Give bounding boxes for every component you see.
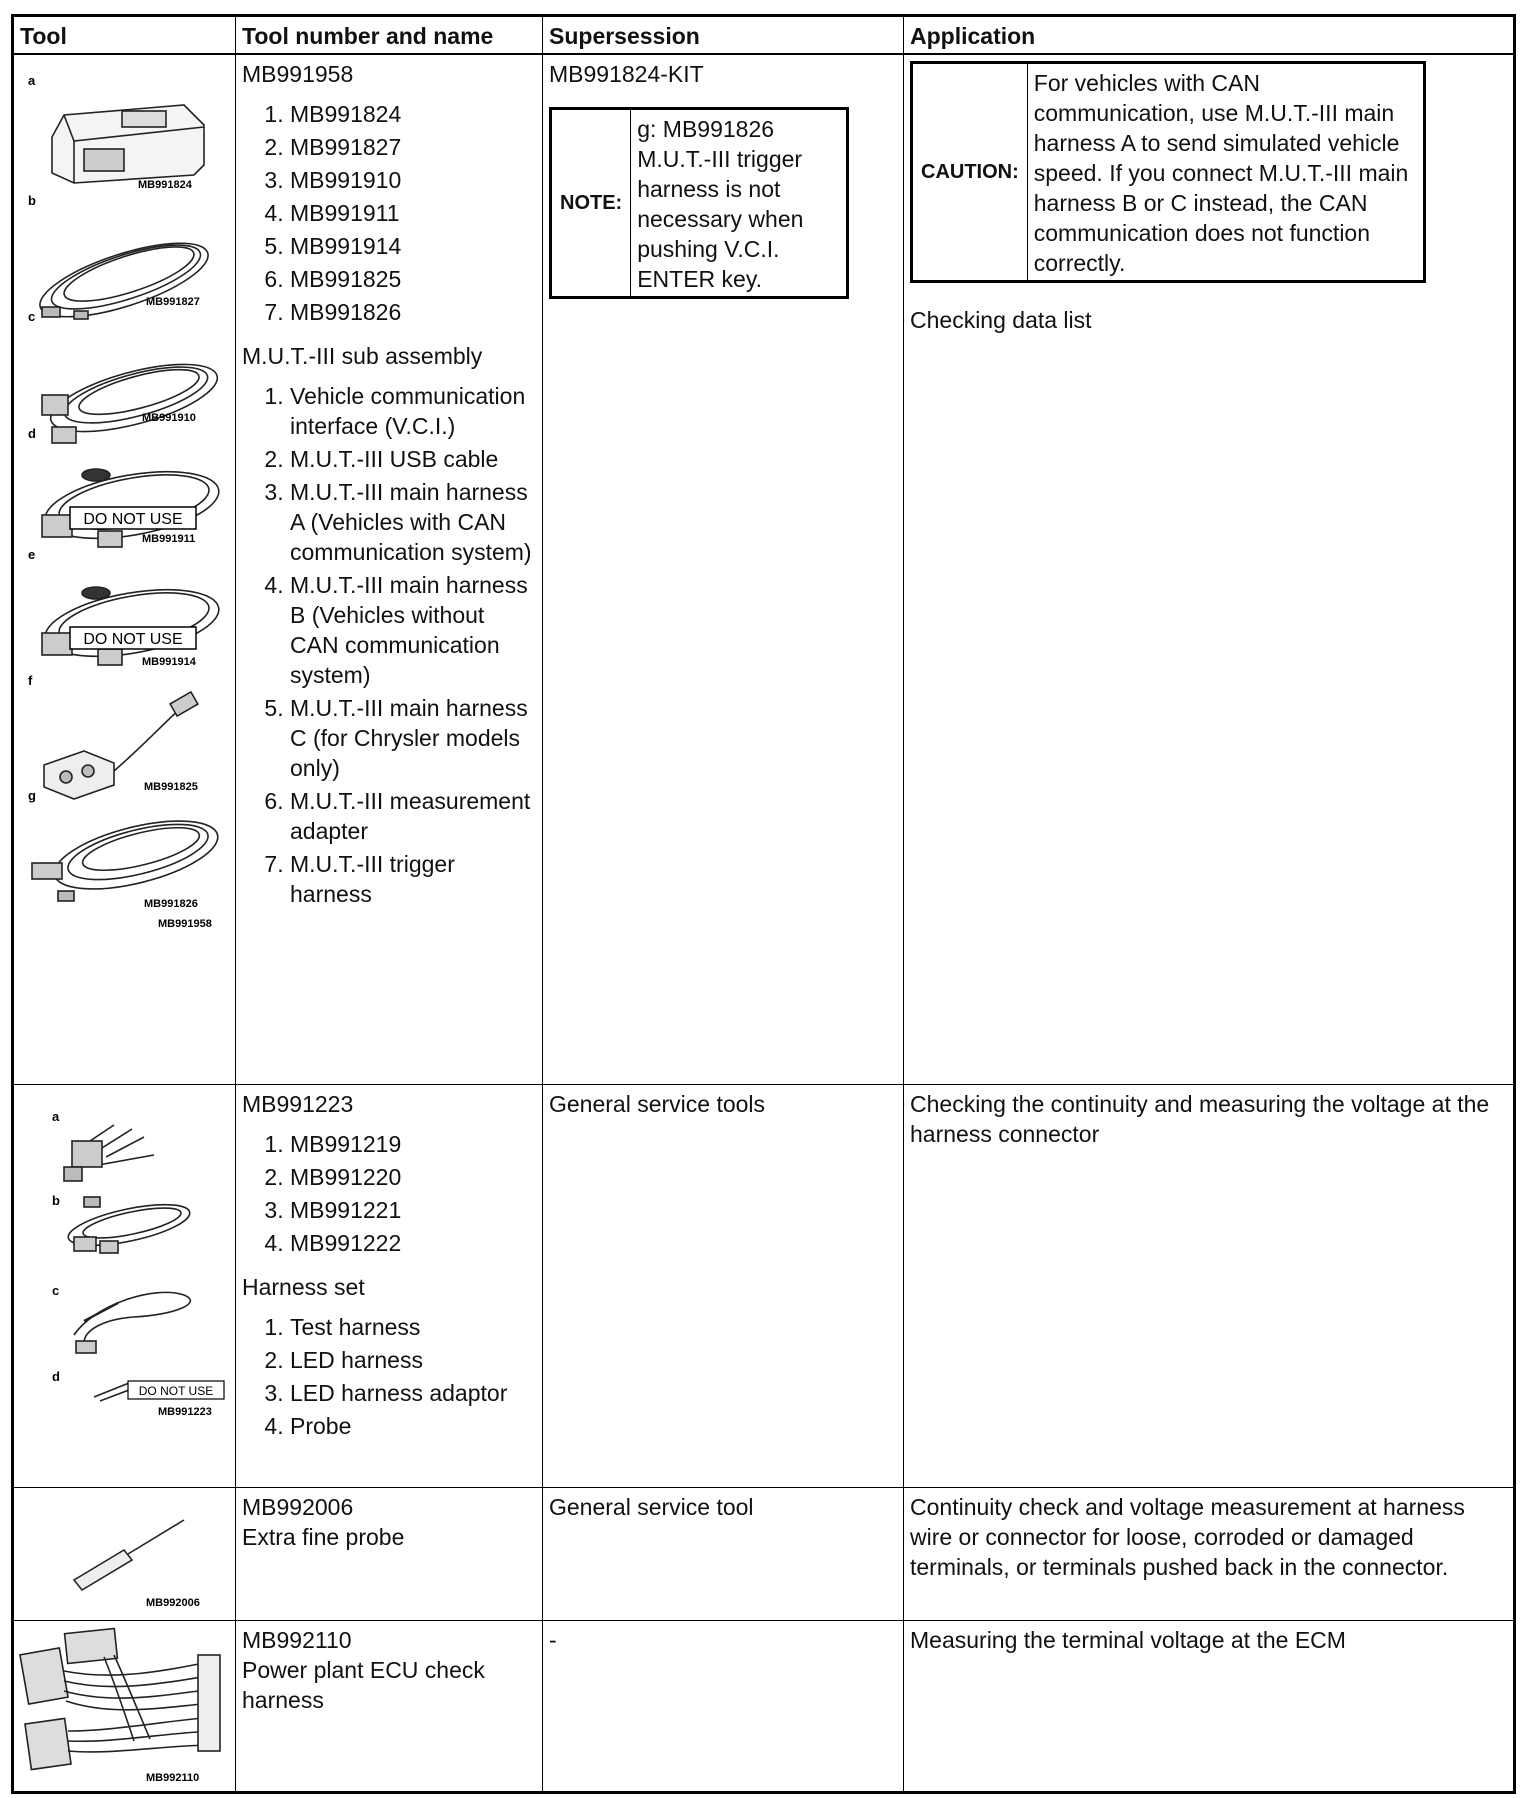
illustration-caption: MB991911 [142, 533, 196, 545]
harness-set-list [242, 1312, 536, 1441]
kit-component-list [242, 1129, 536, 1258]
tool-number-cell [236, 1084, 543, 1487]
application-text: Checking data list [910, 307, 1092, 333]
do-not-use-label: DO NOT USE [83, 511, 183, 528]
tool-number-cell [236, 1487, 543, 1620]
illustration-letter: c [52, 1282, 60, 1298]
caution-text: For vehicles with CAN communication, use M.U.T.-III main harness A to send simulated vehicle speed. If you connect M.U.T.-III main harness B or C instead, the CAN communication does not function correctly. [1027, 63, 1424, 282]
illustration-letter: d [52, 1368, 60, 1384]
ecu-check-harness-illustration [14, 1621, 235, 1791]
list-item: 1. MB991824 [290, 99, 536, 129]
tool-number-cell [236, 54, 543, 1084]
sub-assembly-heading: M.U.T.-III sub assembly [242, 343, 483, 369]
list-item: 4. M.U.T.-III main harness B (Vehicles without CAN communication system) [290, 570, 536, 690]
application-cell [904, 1620, 1515, 1792]
supersession-value: General service tool [549, 1493, 754, 1520]
application-cell [904, 54, 1515, 1084]
harness-set-illustration [14, 1085, 235, 1485]
list-item: 1. MB991219 [290, 1129, 536, 1159]
special-tools-sheet [11, 14, 1513, 1794]
tool-number: MB991223 [242, 1090, 354, 1117]
list-item: 1. Test harness [290, 1312, 536, 1342]
tool-number: MB991958 [242, 61, 354, 87]
illustration-caption: MB991827 [146, 296, 200, 308]
header-tool: Tool [13, 16, 236, 55]
list-item: 4. MB991911 [290, 198, 536, 228]
list-item: 2. LED harness [290, 1345, 536, 1375]
illustration-letter: a [28, 73, 36, 88]
list-item: 3. MB991221 [290, 1195, 536, 1225]
list-item: 2. MB991220 [290, 1162, 536, 1192]
supersession-cell [543, 54, 904, 1084]
application-cell [904, 1487, 1515, 1620]
tool-number: MB992110 [242, 1626, 352, 1653]
list-item: 4. Probe [290, 1411, 536, 1441]
illustration-letter: b [52, 1192, 60, 1208]
list-item: 3. MB991910 [290, 165, 536, 195]
tool-name: Power plant ECU check harness [242, 1656, 485, 1713]
illustration-caption: MB992006 [146, 1596, 200, 1609]
tool-illustration-cell [13, 1620, 236, 1792]
application-text: Checking the continuity and measuring the voltage at the harness connector [910, 1090, 1490, 1147]
note-box [549, 107, 849, 299]
harness-set-heading: Harness set [242, 1273, 365, 1300]
illustration-caption: MB991958 [158, 918, 212, 930]
list-item: 5. MB991914 [290, 231, 536, 261]
illustration-caption: MB991910 [142, 412, 196, 424]
list-item: 7. M.U.T.-III trigger harness [290, 849, 536, 909]
application-cell [904, 1084, 1515, 1487]
table-header-row [13, 16, 1515, 55]
tool-number-cell [236, 1620, 543, 1792]
note-text: g: MB991826 M.U.T.-III trigger harness is not necessary when pushing V.C.I. ENTER key. [631, 109, 848, 298]
list-item: 6. MB991825 [290, 264, 536, 294]
application-text: Measuring the terminal voltage at the ECM [910, 1626, 1346, 1653]
tool-number: MB992006 [242, 1493, 354, 1520]
illustration-letter: c [28, 309, 36, 324]
list-item: 2. MB991827 [290, 132, 536, 162]
list-item: 7. MB991826 [290, 297, 536, 327]
tool-illustration-cell [13, 54, 236, 1084]
list-item: 3. LED harness adaptor [290, 1378, 536, 1408]
supersession-cell [543, 1084, 904, 1487]
illustration-caption: MB991825 [144, 781, 198, 793]
illustration-caption: MB992110 [146, 1771, 200, 1784]
illustration-letter: e [28, 547, 36, 562]
supersession-value: - [549, 1626, 557, 1653]
header-supersession: Supersession [543, 16, 904, 55]
table-row [13, 1487, 1515, 1620]
do-not-use-label: DO NOT USE [138, 1383, 214, 1398]
illustration-letter: g [28, 788, 36, 803]
supersession-value: MB991824-KIT [549, 61, 704, 87]
tool-illustration-cell [13, 1084, 236, 1487]
note-label: NOTE: [551, 109, 631, 298]
supersession-cell [543, 1487, 904, 1620]
list-item: 6. M.U.T.-III measurement adapter [290, 786, 536, 846]
illustration-caption: MB991223 [158, 1405, 212, 1418]
list-item: 2. M.U.T.-III USB cable [290, 444, 536, 474]
mut-iii-kit-illustration [14, 55, 235, 1083]
kit-component-list [242, 99, 536, 327]
list-item: 3. M.U.T.-III main harness A (Vehicles with CAN communication system) [290, 477, 536, 567]
sub-assembly-list [242, 381, 536, 909]
list-item: 1. Vehicle communication interface (V.C.I.) [290, 381, 536, 441]
supersession-value: General service tools [549, 1090, 766, 1117]
caution-label: CAUTION: [912, 63, 1028, 282]
illustration-caption: MB991826 [144, 898, 198, 910]
header-tool-number: Tool number and name [236, 16, 543, 55]
header-application: Application [904, 16, 1515, 55]
illustration-letter: f [28, 673, 33, 688]
do-not-use-label: DO NOT USE [83, 631, 183, 648]
list-item: 4. MB991222 [290, 1228, 536, 1258]
table-row [13, 54, 1515, 1084]
special-tools-table [11, 14, 1516, 1794]
caution-box [910, 61, 1426, 283]
tool-name: Extra fine probe [242, 1523, 405, 1550]
application-text: Continuity check and voltage measurement at harness wire or connector for loose, corroded or damaged terminals, or terminals pushed back in the connector. [910, 1493, 1465, 1580]
supersession-cell [543, 1620, 904, 1792]
tool-illustration-cell [13, 1487, 236, 1620]
illustration-caption: MB991824 [138, 179, 192, 191]
list-item: 5. M.U.T.-III main harness C (for Chrysler models only) [290, 693, 536, 783]
extra-fine-probe-illustration [14, 1488, 235, 1618]
table-row [13, 1620, 1515, 1792]
illustration-caption: MB991914 [142, 656, 196, 668]
table-row [13, 1084, 1515, 1487]
illustration-letter: a [52, 1108, 60, 1124]
illustration-letter: d [28, 426, 36, 441]
illustration-letter: b [28, 193, 36, 208]
